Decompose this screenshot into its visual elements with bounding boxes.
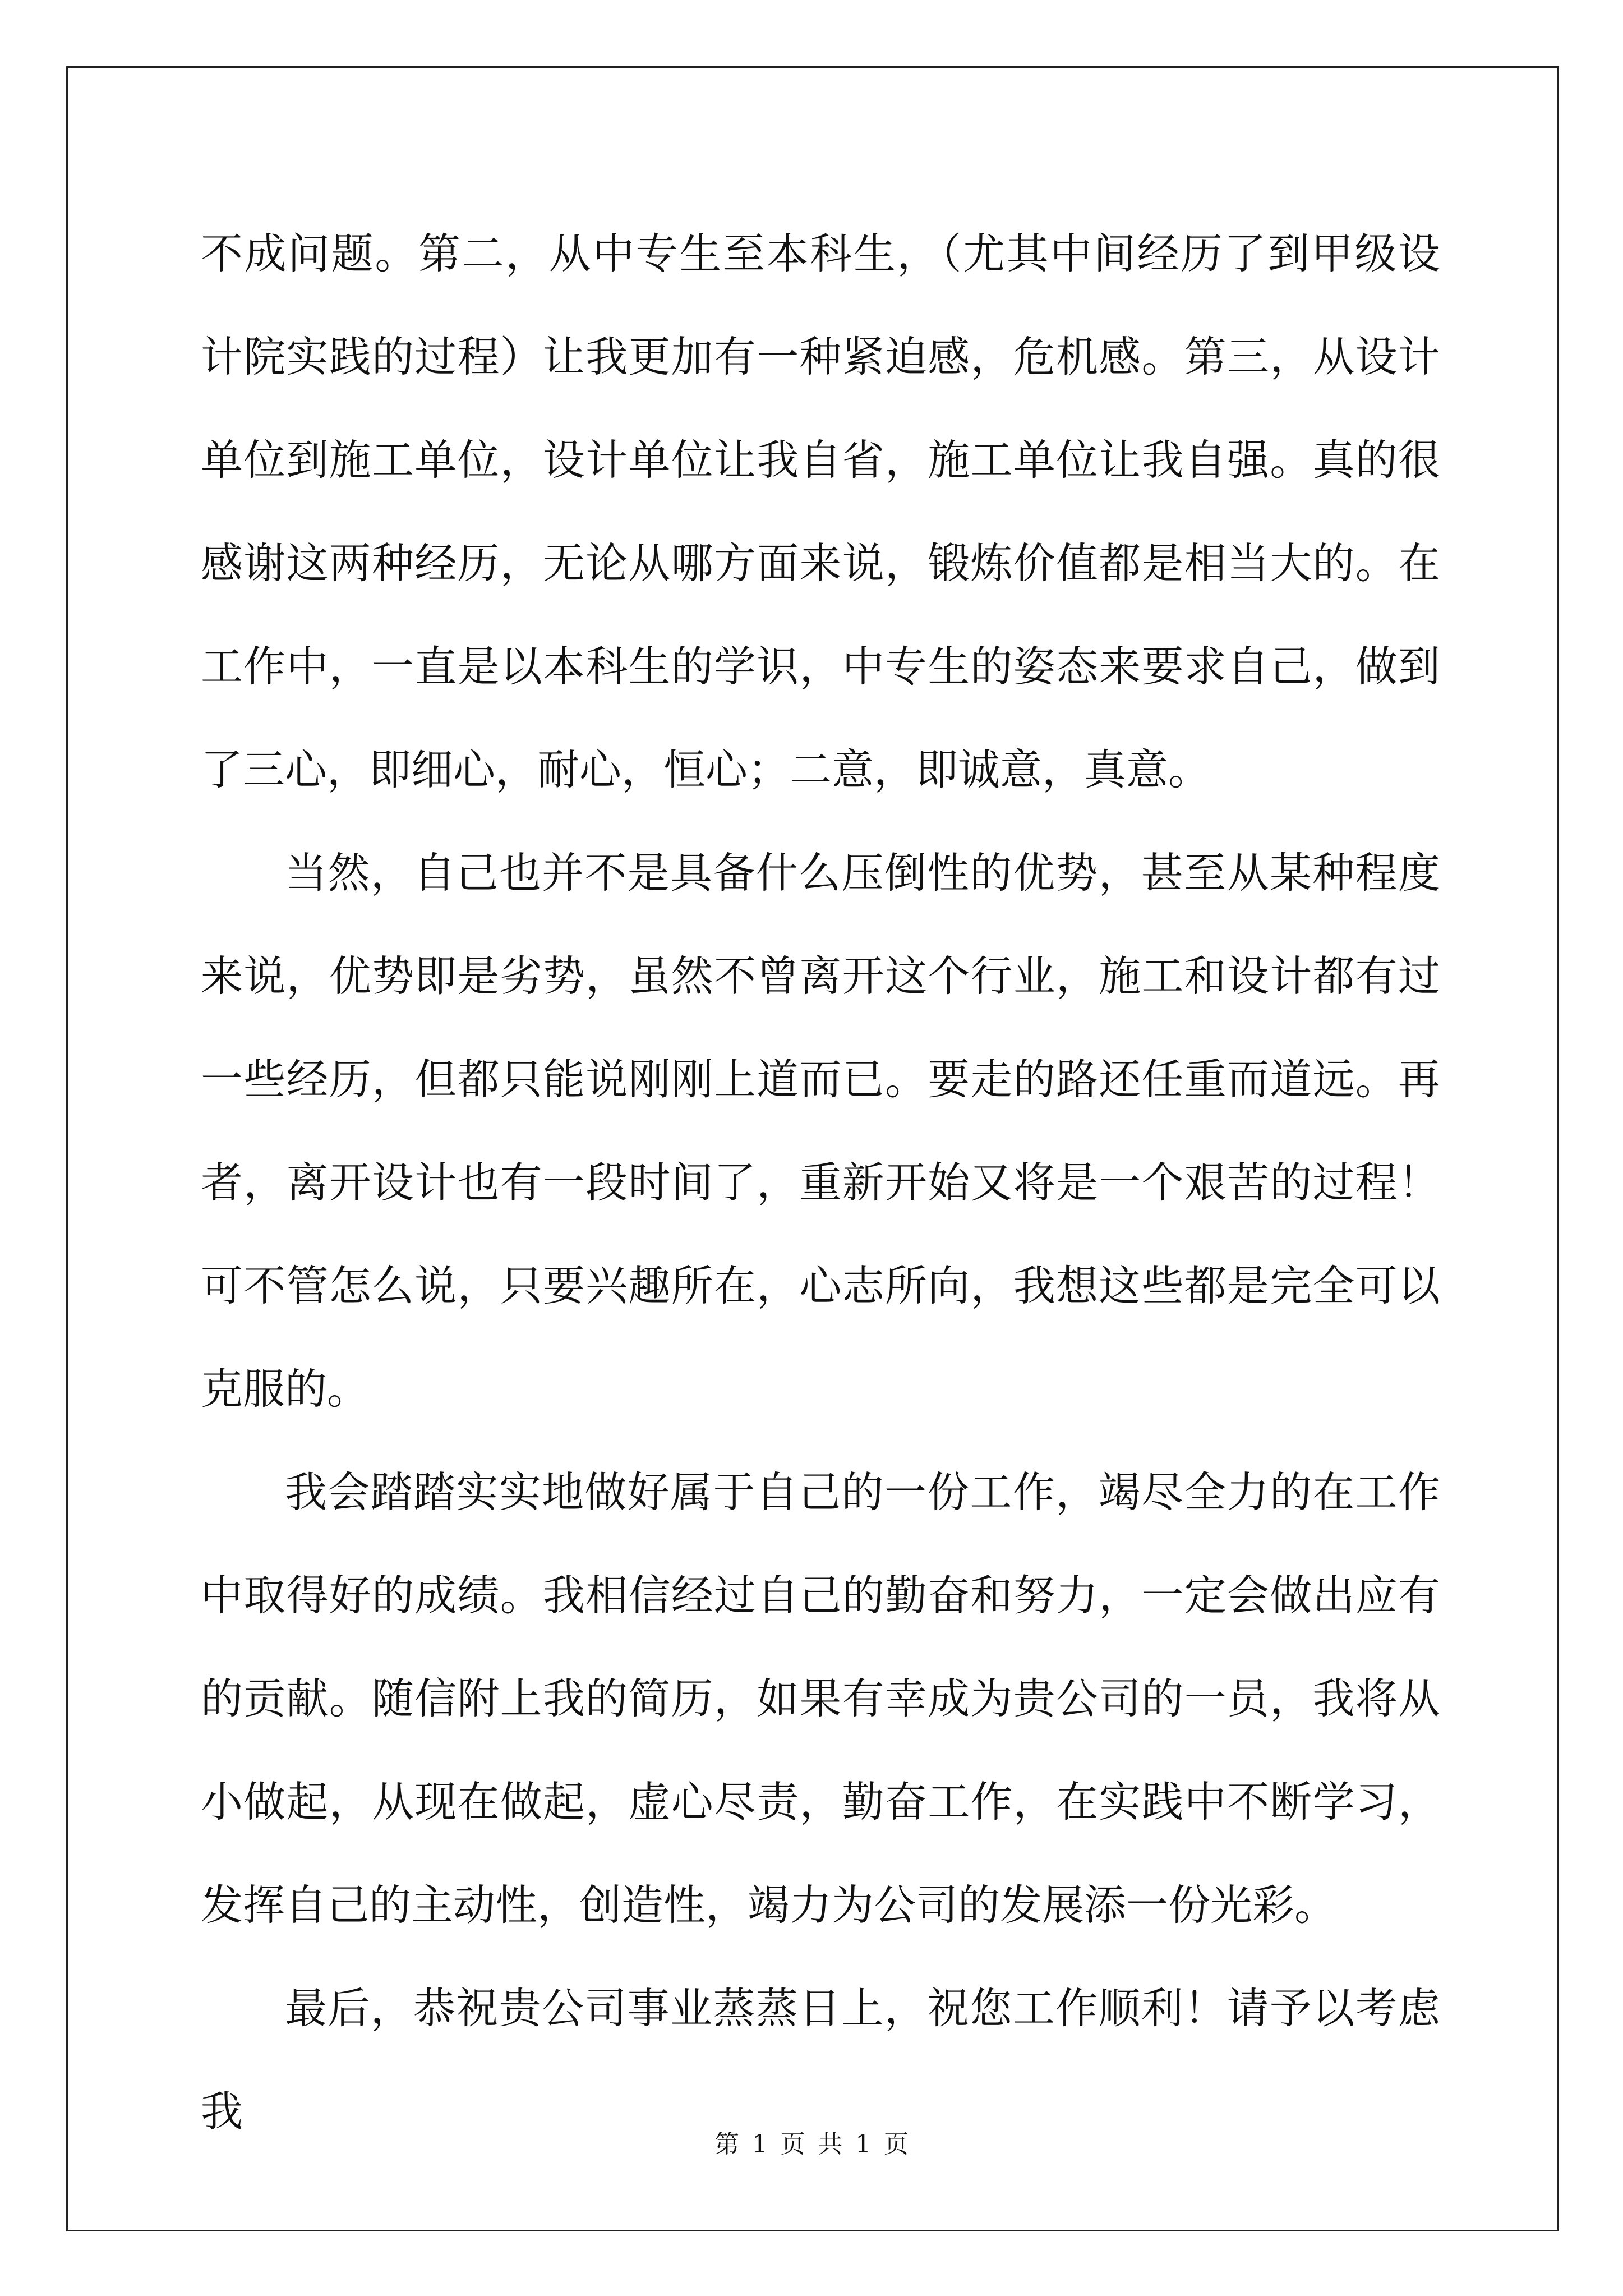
paragraph-1: 不成问题。第二，从中专生至本科生，（尤其中间经历了到甲级设计院实践的过程）让我更加有一种紧迫感，危机感。第三，从设计单位到施工单位，设计单位让我自省，施工单位让我自强。真的很感谢这两种经历，无论从哪方面来说，锻炼价值都是相当大的。在工作中，一直是以本科生的学识，中专生的姿态来要求自己，做到了三心，即细心，耐心，恒心；二意，即诚意，真意。 xyxy=(201,229,1440,794)
document-body xyxy=(201,202,1440,2163)
paragraph-3: 我会踏踏实实地做好属于自己的一份工作，竭尽全力的在工作中取得好的成绩。我相信经过自己的勤奋和努力，一定会做出应有的贡献。随信附上我的简历，如果有幸成为贵公司的一员，我将从小做起，从现在做起，虚心尽责，勤奋工作，在实践中不断学习，发挥自己的主动性，创造性，竭力为公司的发展添一份光彩。 xyxy=(201,1467,1440,1930)
paragraph-2: 当然，自己也并不是具备什么压倒性的优势，甚至从某种程度来说，优势即是劣势，虽然不曾离开这个行业，施工和设计都有过一些经历，但都只能说刚刚上道而已。要走的路还任重而道远。再者，离开设计也有一段时间了，重新开始又将是一个艰苦的过程！可不管怎么说，只要兴趣所在，心志所向，我想这些都是完全可以克服的。 xyxy=(201,848,1440,1414)
page-number-footer: 第 1 页 共 1 页 xyxy=(714,2130,909,2159)
paragraph-4: 最后，恭祝贵公司事业蒸蒸日上，祝您工作顺利！请予以考虑我 xyxy=(201,1984,1440,2136)
